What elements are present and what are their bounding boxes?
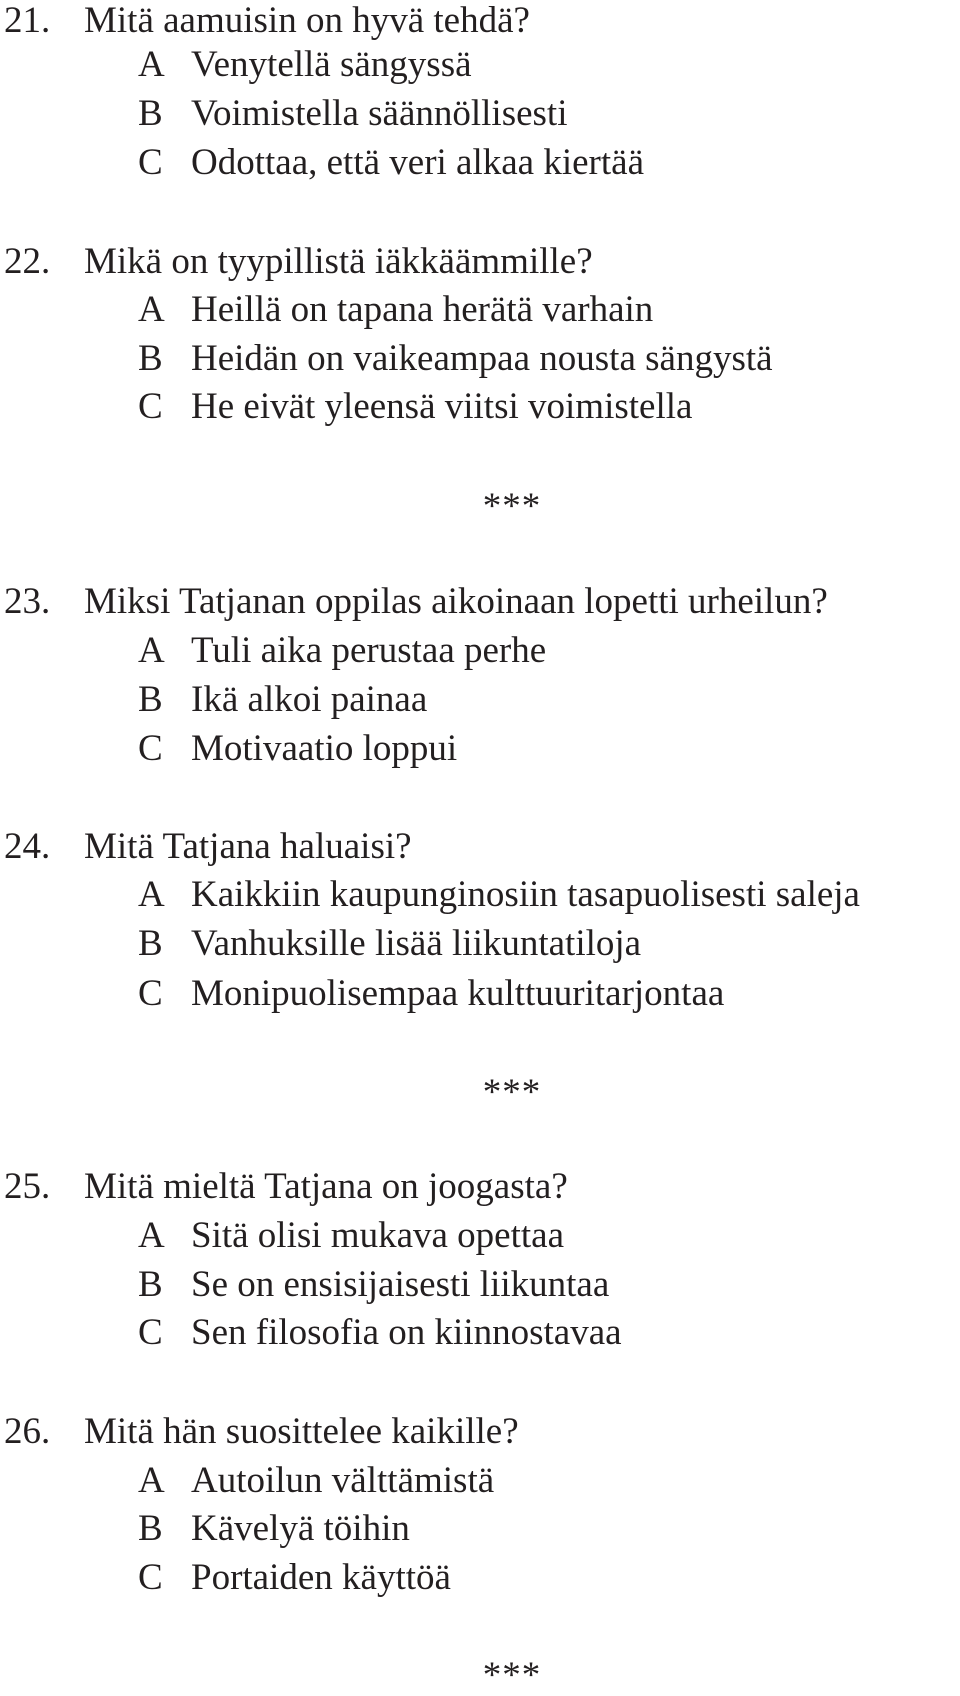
option-text: Kaikkiin kaupunginosiin tasapuolisesti saleja (191, 874, 860, 915)
option-text: Odottaa, että veri alkaa kiertää (191, 142, 644, 183)
option-text: Portaiden käyttöä (191, 1557, 451, 1598)
option-letter: C (138, 142, 163, 183)
option-letter: B (138, 338, 163, 379)
option-letter: C (138, 728, 163, 769)
option-letter: A (138, 44, 165, 85)
option-letter: B (138, 679, 163, 720)
option-text: Heidän on vaikeampaa nousta sängystä (191, 338, 773, 379)
option-letter: C (138, 1312, 163, 1353)
option-text: Vanhuksille lisää liikuntatiloja (191, 923, 642, 964)
question-number: 26. (4, 1411, 51, 1452)
option-letter: C (138, 973, 163, 1014)
section-separator: *** (482, 1655, 542, 1696)
option-text: Kävelyä töihin (191, 1508, 410, 1549)
option-text: Venytellä sängyssä (191, 44, 472, 85)
option-letter: A (138, 289, 165, 330)
option-letter: A (138, 630, 165, 671)
option-letter: C (138, 386, 163, 427)
option-text: Sen filosofia on kiinnostavaa (191, 1312, 622, 1353)
question-text: Miksi Tatjanan oppilas aikoinaan lopetti urheilun? (84, 581, 828, 622)
question-text: Mitä mieltä Tatjana on joogasta? (84, 1166, 568, 1207)
question-number: 24. (4, 826, 51, 867)
option-text: He eivät yleensä viitsi voimistella (191, 386, 693, 427)
question-text: Mitä hän suosittelee kaikille? (84, 1411, 519, 1452)
option-text: Voimistella säännöllisesti (191, 93, 568, 134)
question-number: 25. (4, 1166, 51, 1207)
option-text: Tuli aika perustaa perhe (191, 630, 547, 671)
option-letter: B (138, 923, 163, 964)
option-letter: C (138, 1557, 163, 1598)
option-text: Se on ensisijaisesti liikuntaa (191, 1264, 610, 1305)
question-number: 21. (4, 0, 51, 41)
option-text: Heillä on tapana herätä varhain (191, 289, 654, 330)
option-letter: A (138, 874, 165, 915)
option-text: Sitä olisi mukava opettaa (191, 1215, 564, 1256)
option-text: Motivaatio loppui (191, 728, 458, 769)
question-text: Mitä aamuisin on hyvä tehdä? (84, 0, 530, 41)
section-separator: *** (482, 486, 542, 527)
question-number: 23. (4, 581, 51, 622)
option-text: Monipuolisempaa kulttuuritarjontaa (191, 973, 725, 1014)
option-letter: B (138, 1508, 163, 1549)
option-letter: B (138, 1264, 163, 1305)
question-text: Mikä on tyypillistä iäkkäämmille? (84, 241, 593, 282)
question-text: Mitä Tatjana haluaisi? (84, 826, 412, 867)
option-letter: A (138, 1460, 165, 1501)
option-letter: B (138, 93, 163, 134)
question-number: 22. (4, 241, 51, 282)
option-text: Autoilun välttämistä (191, 1460, 495, 1501)
option-letter: A (138, 1215, 165, 1256)
section-separator: *** (482, 1072, 542, 1113)
option-text: Ikä alkoi painaa (191, 679, 428, 720)
